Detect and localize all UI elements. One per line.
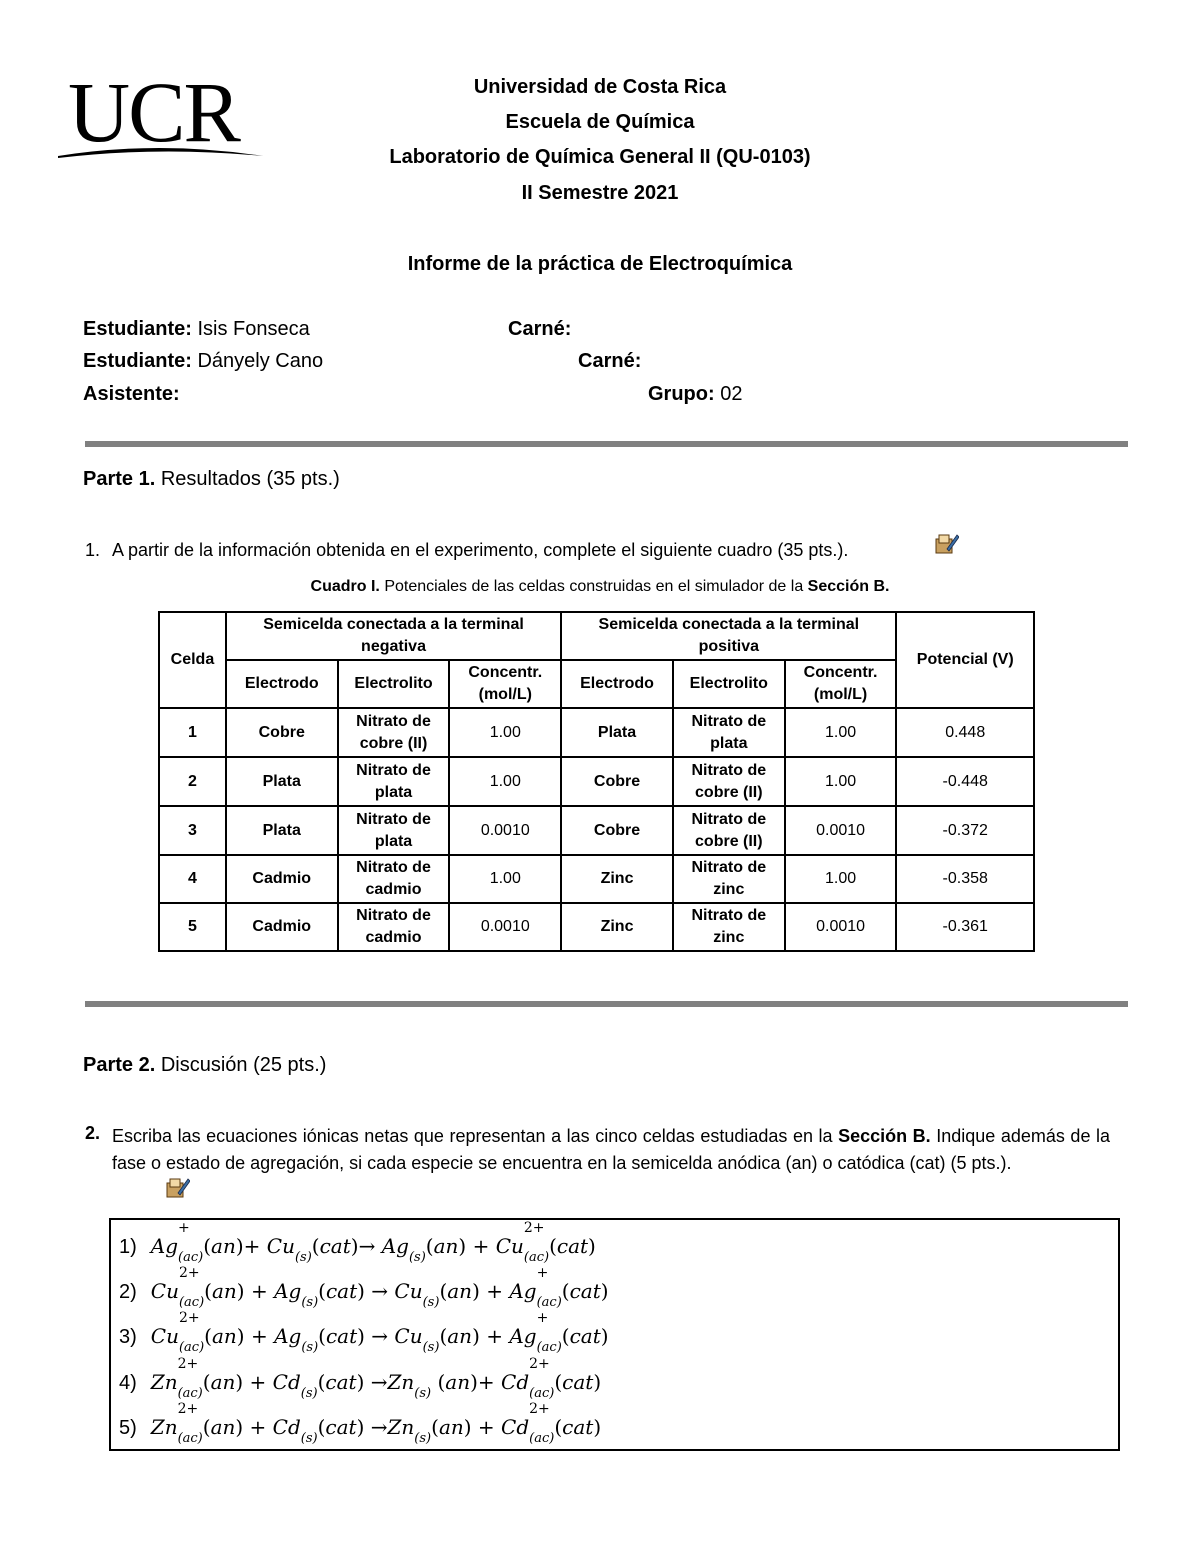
report-title: Informe de la práctica de Electroquímica [407,253,793,275]
school-name: Escuela de Química [505,111,695,133]
cell-conc: 1.00 [785,708,897,757]
cell-electrodo: Plata [561,708,673,757]
header-conc: Concentr. (mol/L) [785,660,897,708]
cell-electrolito: Nitrato de zinc [673,903,785,951]
q2-number: 2. [85,1123,101,1143]
header-celda: Celda [159,612,226,708]
header-positive: Semicelda conectada a la terminal positiva [561,612,896,660]
header-negative: Semicelda conectada a la terminal negativa [226,612,561,660]
table-row [159,757,1034,806]
semester: II Semestre 2021 [521,182,679,204]
cell-conc: 0.0010 [785,806,897,855]
cell-electrodo: Cadmio [226,903,338,951]
part2-title: Parte 2. Discusión (25 pts.) [83,1054,327,1076]
pencil-note-icon [933,531,959,555]
cell-electrolito: Nitrato de zinc [673,855,785,903]
cell-celda: 3 [159,806,226,855]
table-row [159,806,1034,855]
cell-electrolito: Nitrato de plata [338,806,450,855]
header-conc: Concentr. (mol/L) [449,660,561,708]
carne-1: Carné: [508,318,572,340]
cell-conc: 1.00 [785,855,897,903]
results-table [158,611,1035,952]
cell-electrolito: Nitrato de cobre (II) [338,708,450,757]
cell-electrolito: Nitrato de plata [338,757,450,806]
equations-box [109,1218,1120,1451]
cell-electrodo: Cobre [561,806,673,855]
cell-electrolito: Nitrato de plata [673,708,785,757]
equation-3: 3) Cu 2+ $_{(ac)}(an) + Ag_{(s)}(cat) \to Cu_{(s)}(an) + Ag$ + $_{(ac)}$(cat) [119,1310,609,1355]
pencil-note-icon [164,1175,190,1199]
cell-electrodo: Cobre [226,708,338,757]
cell-celda: 5 [159,903,226,951]
cell-potential: -0.448 [896,757,1034,806]
cell-electrodo: Plata [226,757,338,806]
table-row [159,708,1034,757]
header-electrodo: Electrodo [561,660,673,708]
divider [85,1001,1128,1007]
divider [85,441,1128,447]
cell-electrodo: Zinc [561,903,673,951]
table-header-row [159,612,1034,660]
equation-5: 5) Zn 2+ $_{(ac)}(an) + Cd_{(s)}(cat) \to Zn_{(s)}(an) + Cd$ 2+ $_{(ac)}$(cat) [119,1401,602,1446]
q1-number: 1. [85,540,101,560]
cell-conc: 0.0010 [449,903,561,951]
cell-conc: 1.00 [449,855,561,903]
q1-text: A partir de la información obtenida en el experimento, complete el siguiente cuadro (35 pts.). [112,540,849,560]
cell-electrodo: Zinc [561,855,673,903]
student-2: Estudiante: Dányely Cano [83,350,324,372]
header-potential: Potencial (V) [896,612,1034,708]
cell-celda: 2 [159,757,226,806]
table-caption: Cuadro I. Potenciales de las celdas construidas en el simulador de la Sección B. [310,578,890,595]
table-row [159,855,1034,903]
cell-conc: 1.00 [785,757,897,806]
header-electrodo: Electrodo [226,660,338,708]
group: Grupo: 02 [648,383,743,405]
university-name: Universidad de Costa Rica [473,76,727,98]
cell-celda: 4 [159,855,226,903]
cell-potential: -0.361 [896,903,1034,951]
cell-electrolito: Nitrato de cobre (II) [673,806,785,855]
header-electrolito: Electrolito [338,660,450,708]
header-electrolito: Electrolito [673,660,785,708]
part1-title: Parte 1. Resultados (35 pts.) [83,468,340,490]
cell-celda: 1 [159,708,226,757]
cell-potential: -0.372 [896,806,1034,855]
assistant: Asistente: [83,383,180,405]
carne-2: Carné: [578,350,642,372]
cell-potential: 0.448 [896,708,1034,757]
cell-electrolito: Nitrato de cadmio [338,855,450,903]
equation-2: 2) Cu 2+ $_{(ac)}(an) + Ag_{(s)}(cat) \to Cu_{(s)}(an) + Ag$ + $_{(ac)}$(cat) [119,1265,609,1310]
cell-electrolito: Nitrato de cobre (II) [673,757,785,806]
table-row [159,903,1034,951]
cell-electrolito: Nitrato de cadmio [338,903,450,951]
cell-potential: -0.358 [896,855,1034,903]
equation-1: 1) Ag + $_{(ac)}(an)+ Cu_{(s)}(cat)\to Ag_{(s)}(an) + Cu$ 2+ $_{(ac)}$(cat) [119,1220,596,1265]
student-1: Estudiante: Isis Fonseca [83,318,310,340]
cell-conc: 0.0010 [449,806,561,855]
q2-text: Escriba las ecuaciones iónicas netas que representan a las cinco celdas estudiadas en la Sección B. Indique además de la fase o estado de agregación, si cada especie se encuentra en la semicelda anódica (an) o catódica (cat) (5 pts.). [112,1126,1111,1173]
equation-4: 4) Zn 2+ $_{(ac)}(an) + Cd_{(s)}(cat) \to Zn_{(s)}$ (an)+ Cd 2+ $_{(ac)}$(cat) [119,1356,602,1401]
cell-electrodo: Plata [226,806,338,855]
ucr-logo-text: UCR [68,64,239,160]
cell-electrodo: Cadmio [226,855,338,903]
course-name: Laboratorio de Química General II (QU-0103) [389,146,811,168]
cell-conc: 0.0010 [785,903,897,951]
cell-electrodo: Cobre [561,757,673,806]
cell-conc: 1.00 [449,708,561,757]
cell-conc: 1.00 [449,757,561,806]
